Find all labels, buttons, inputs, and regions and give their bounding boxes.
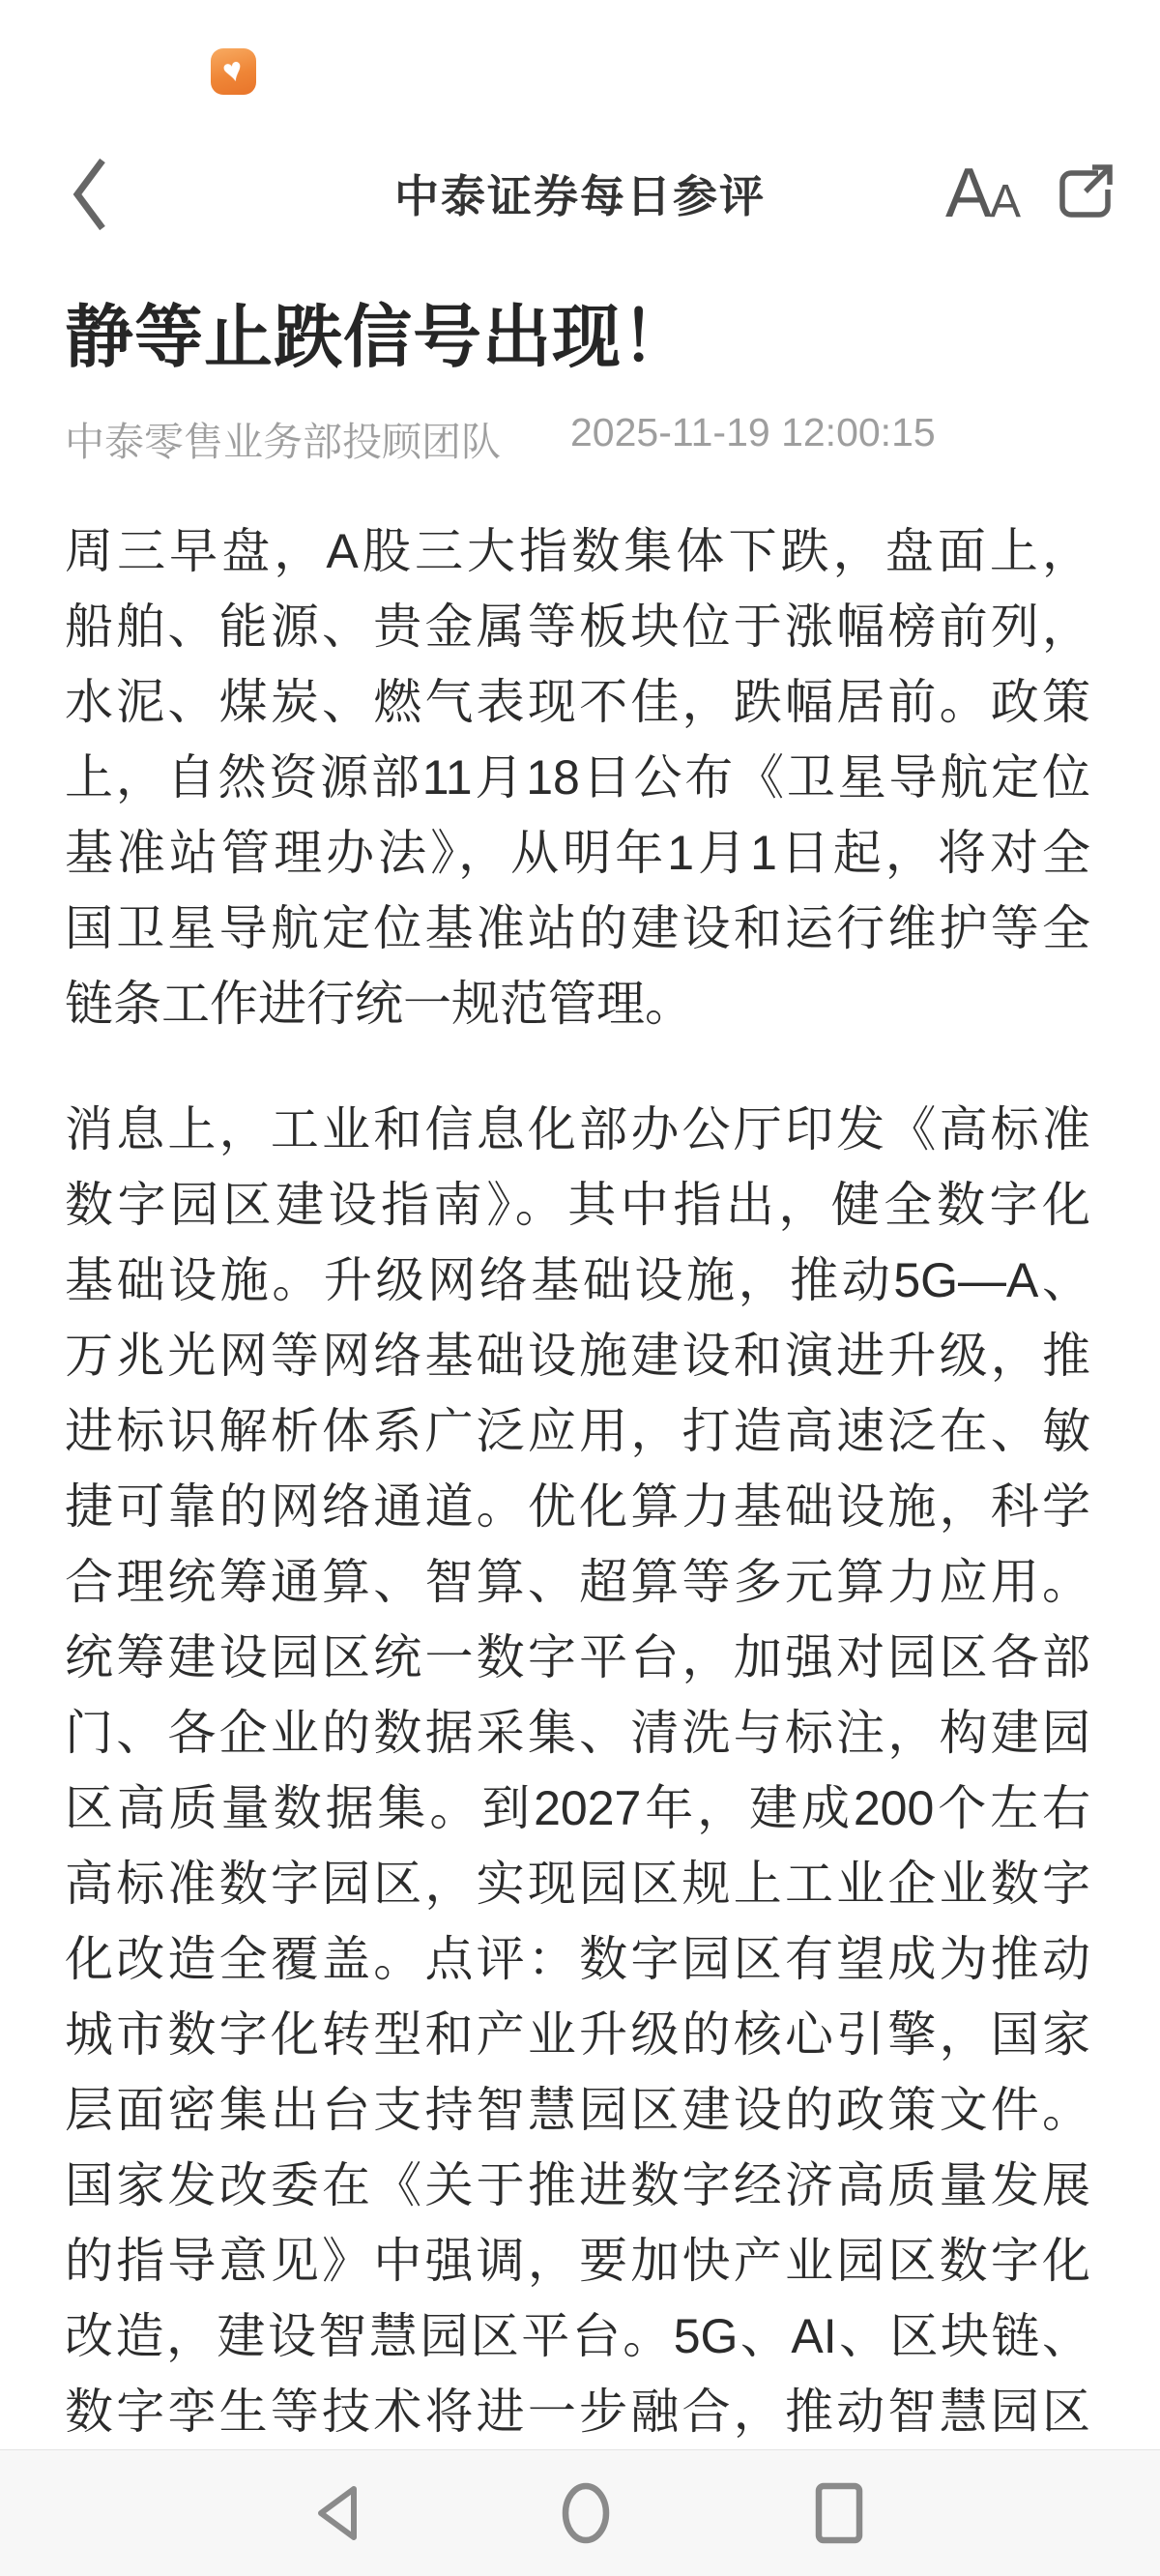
font-size-icon: A — [944, 155, 990, 232]
article-author: 中泰零售业务部投顾团队 — [65, 420, 501, 464]
article-text-line: 城市数字化转型和产业升级的核心引擎，国家 — [65, 2007, 1090, 2062]
article-text-line: 国家发改委在《关于推进数字经济高质量发展 — [65, 2158, 1090, 2212]
article-text-line: 进标识解析体系广泛应用，打造高速泛在、敏 — [65, 1404, 1090, 1458]
article-datetime: 2025-11-19 12:00:15 — [570, 410, 936, 454]
article-text-line: 周三早盘，A股三大指数集体下跌，盘面上， — [65, 524, 1090, 578]
recents-square-icon — [814, 2481, 864, 2545]
article-text-line: 水泥、煤炭、燃气表现不佳，跌幅居前。政策 — [65, 675, 1090, 729]
article-text-line: 万兆光网等网络基础设施建设和演进升级，推 — [65, 1329, 1090, 1383]
article-text-line: 上，自然资源部11月18日公布《卫星导航定位 — [65, 750, 1090, 805]
page-title: 中泰证券每日参评 — [394, 171, 766, 221]
font-size-button[interactable]: A A — [944, 155, 1019, 232]
article-byline — [65, 410, 936, 467]
back-button[interactable] — [70, 153, 124, 236]
article-text-line: 改造，建设智慧园区平台。5G、AI、区块链、 — [65, 2309, 1090, 2363]
article-title: 静等止跌信号出现！ — [65, 300, 692, 376]
heart-icon: ♥ — [218, 50, 247, 91]
article-text-line: 船舶、能源、贵金属等板块位于涨幅榜前列， — [65, 600, 1090, 654]
article-text-line: 消息上，工业和信息化部办公厅印发《高标准 — [65, 1102, 1090, 1156]
article-text-line: 高标准数字园区，实现园区规上工业企业数字 — [65, 1857, 1090, 1911]
article-text-line: 统筹建设园区统一数字平台，加强对园区各部 — [65, 1630, 1090, 1684]
nav-home-button[interactable] — [560, 2481, 612, 2545]
article-text-line: 层面密集出台支持智慧园区建设的政策文件。 — [65, 2083, 1090, 2137]
heart-app-icon[interactable] — [211, 48, 256, 95]
article-text-line: 捷可靠的网络通道。优化算力基础设施，科学 — [65, 1479, 1090, 1534]
chevron-left-icon — [70, 156, 108, 233]
header-bar — [0, 135, 1160, 251]
android-nav-bar — [0, 2449, 1160, 2576]
nav-back-button[interactable] — [312, 2483, 361, 2543]
article-text-line: 国卫星导航定位基准站的建设和运行维护等全 — [65, 901, 1090, 955]
nav-recents-button[interactable] — [814, 2481, 864, 2545]
article-text-line: 数字孪生等技术将进一步融合，推动智慧园区 — [65, 2385, 1090, 2439]
header-actions — [945, 135, 1116, 251]
share-button[interactable] — [1054, 163, 1116, 223]
article-text-line: 合理统筹通算、智算、超算等多元算力应用。 — [65, 1555, 1090, 1609]
back-triangle-icon — [312, 2483, 361, 2543]
article-text-line: 的指导意见》中强调，要加快产业园区数字化 — [65, 2234, 1090, 2288]
article-text-line: 化改造全覆盖。点评：数字园区有望成为推动 — [65, 1932, 1090, 1986]
article-text-line: 链条工作进行统一规范管理。 — [65, 977, 693, 1031]
article-body — [65, 513, 1090, 2449]
article-text-line: 基础设施。升级网络基础设施，推动5G—A、 — [65, 1253, 1090, 1307]
article-text-line: 数字园区建设指南》。其中指出，健全数字化 — [65, 1178, 1090, 1232]
share-icon — [1054, 163, 1116, 223]
article-text-line: 基准站管理办法》，从明年1月1日起，将对全 — [65, 826, 1090, 880]
home-circle-icon — [560, 2481, 612, 2545]
article-text-line: 区高质量数据集。到2027年，建成200个左右 — [65, 1781, 1090, 1835]
article-paragraph — [65, 1092, 1090, 2449]
article-paragraph — [65, 513, 1090, 1041]
article-text-line: 门、各企业的数据采集、清洗与标注，构建园 — [65, 1706, 1090, 1760]
